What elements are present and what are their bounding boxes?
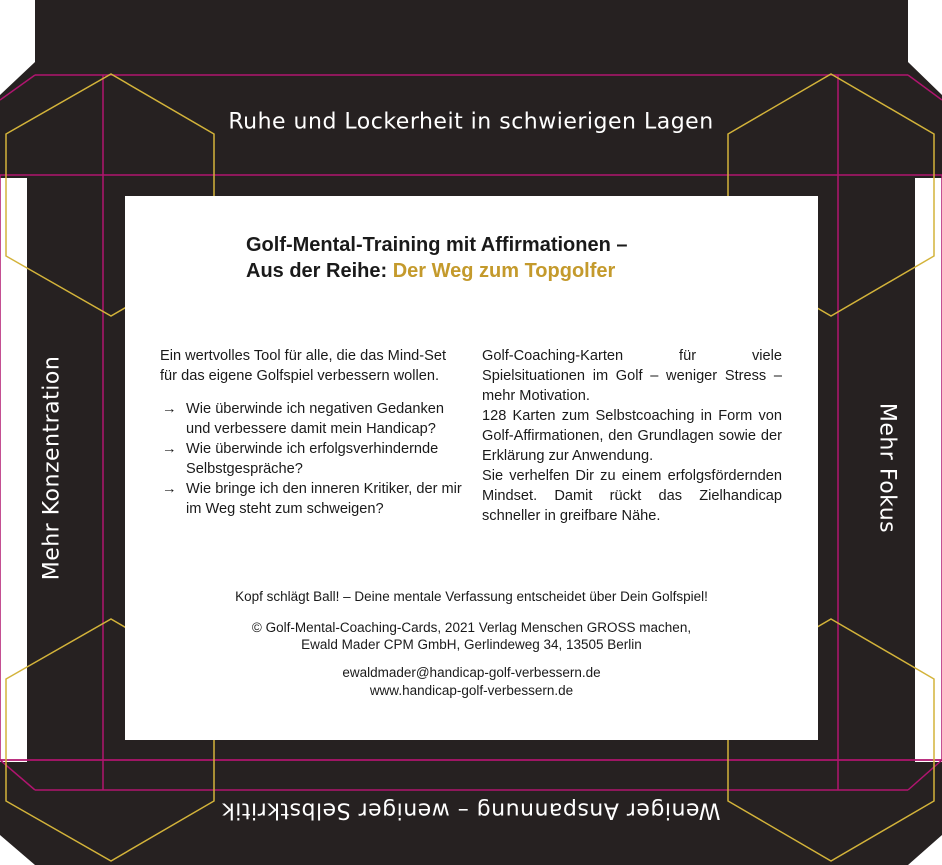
title-series-prefix: Aus der Reihe:	[246, 260, 393, 282]
left-column	[160, 346, 465, 519]
tagline: Kopf schlägt Ball! – Deine mentale Verfassung entscheidet über Dein Golfspiel!	[235, 589, 708, 604]
title-line-2	[246, 258, 627, 284]
flap-bottom-text: Weniger Anspannung – weniger Selbstkritik	[221, 797, 721, 823]
right-paragraph-2: 128 Karten zum Selbstcoaching in Form von Golf-Affirmationen, den Grundlagen sowie der Erklärung zur Anwendung.	[482, 408, 782, 464]
website-url: www.handicap-golf-verbessern.de	[369, 683, 574, 698]
right-column	[482, 346, 782, 526]
title-line-1: Golf-Mental-Training mit Affirmationen –	[246, 234, 628, 256]
flap-top-text: Ruhe und Lockerheit in schwierigen Lagen	[228, 109, 714, 135]
copyright-line-1: © Golf-Mental-Coaching-Cards, 2021 Verlag Menschen GROSS machen,	[251, 620, 692, 635]
bullet-text: Wie überwinde ich erfolgsverhindernde Selbstgespräche?	[186, 441, 439, 477]
email-address: ewaldmader@handicap-golf-verbessern.de	[342, 665, 601, 680]
arrow-icon: →	[162, 441, 177, 457]
bullet-text: Wie überwinde ich negativen Gedanken und verbessere damit mein Handicap?	[186, 401, 444, 437]
flap-left-text: Mehr Konzentration	[39, 355, 65, 581]
right-paragraph-1: Golf-Coaching-Karten für viele Spielsituationen im Golf – weniger Stress – mehr Motivation.	[482, 348, 782, 404]
left-intro: Ein wertvolles Tool für alle, die das Mind-Set für das eigene Golfspiel verbessern wollen.	[160, 348, 447, 384]
title-series-name: Der Weg zum Topgolfer	[392, 260, 616, 282]
bullet-item	[160, 479, 465, 519]
flap-right-text: Mehr Fokus	[874, 402, 900, 534]
card-title	[246, 232, 627, 284]
bullet-item	[160, 399, 465, 439]
bullet-text: Wie bringe ich den inneren Kritiker, der mir im Weg steht zum schweigen?	[186, 481, 462, 517]
copyright-line-2: Ewald Mader CPM GmbH, Gerlindeweg 34, 13505 Berlin	[301, 637, 642, 652]
arrow-icon: →	[162, 401, 177, 417]
bullet-item	[160, 439, 465, 479]
info-card	[125, 196, 818, 740]
right-paragraph-3: Sie verhelfen Dir zu einem erfolgsfördernden Mindset. Damit rückt das Zielhandicap schneller in greifbare Nähe.	[482, 468, 782, 524]
arrow-icon: →	[162, 481, 177, 497]
